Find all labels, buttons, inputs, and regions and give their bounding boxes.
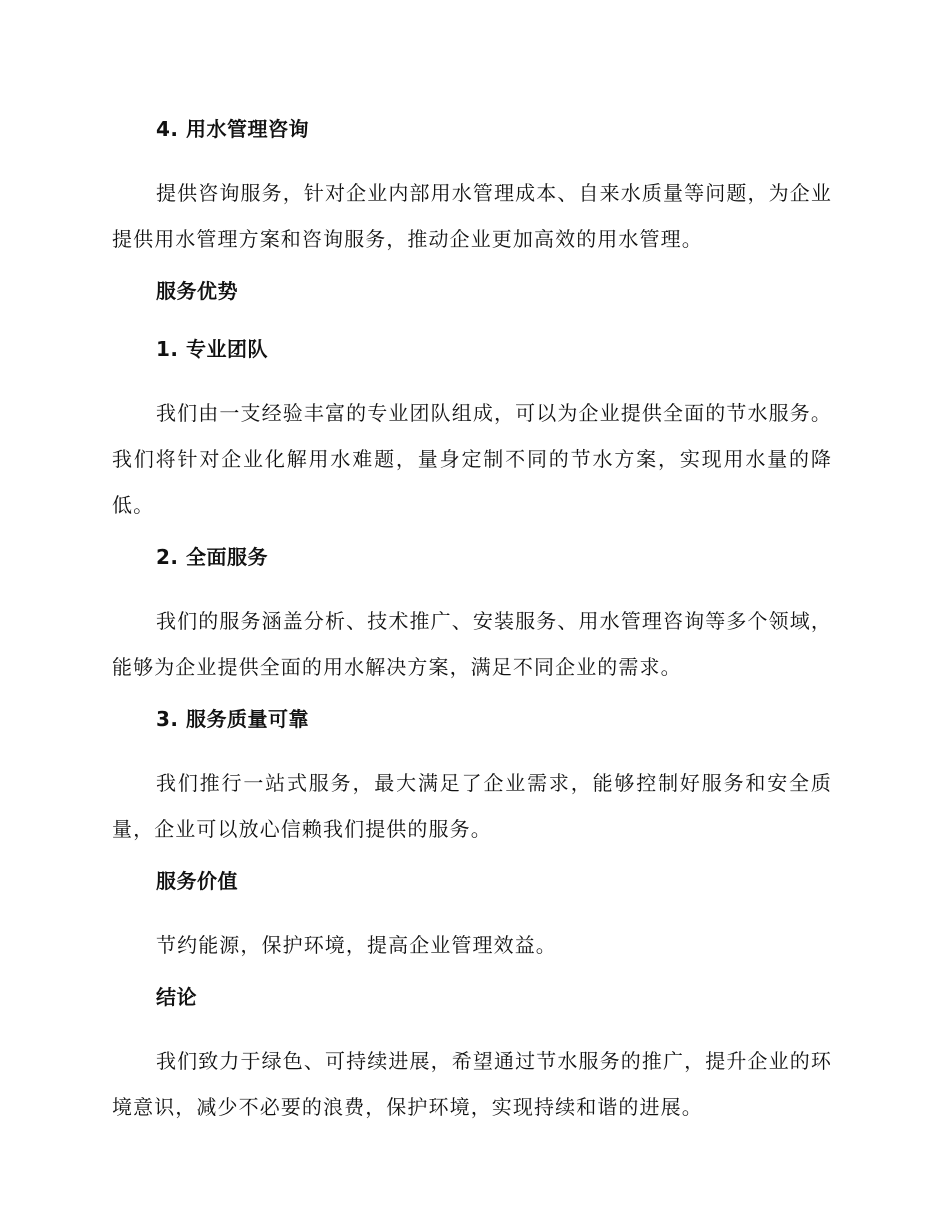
section-heading-water-consulting: 4. 用水管理咨询 xyxy=(156,117,309,141)
document-body xyxy=(112,112,832,1130)
paragraph-water-consulting: 提供咨询服务，针对企业内部用水管理成本、自来水质量等问题，为企业提供用水管理方案和咨询服务，推动企业更加高效的用水管理。 xyxy=(112,181,832,251)
section-heading-service-value: 服务价值 xyxy=(156,869,238,893)
paragraph-professional-team: 我们由一支经验丰富的专业团队组成，可以为企业提供全面的节水服务。我们将针对企业化解用水难题，量身定制不同的节水方案，实现用水量的降低。 xyxy=(112,401,832,517)
section-heading-comprehensive-service: 2. 全面服务 xyxy=(156,545,268,569)
paragraph-conclusion: 我们致力于绿色、可持续进展，希望通过节水服务的推广，提升企业的环境意识，减少不必要的浪费，保护环境，实现持续和谐的进展。 xyxy=(112,1049,832,1119)
paragraph-reliable-quality: 我们推行一站式服务，最大满足了企业需求，能够控制好服务和安全质量，企业可以放心信赖我们提供的服务。 xyxy=(112,771,832,841)
paragraph-service-value: 节约能源，保护环境，提高企业管理效益。 xyxy=(156,933,557,957)
paragraph-comprehensive-service: 我们的服务涵盖分析、技术推广、安装服务、用水管理咨询等多个领域，能够为企业提供全面的用水解决方案，满足不同企业的需求。 xyxy=(112,609,832,679)
section-heading-conclusion: 结论 xyxy=(156,985,197,1009)
section-heading-service-advantages: 服务优势 xyxy=(156,279,238,303)
section-heading-reliable-quality: 3. 服务质量可靠 xyxy=(156,707,309,731)
section-heading-professional-team: 1. 专业团队 xyxy=(156,337,268,361)
